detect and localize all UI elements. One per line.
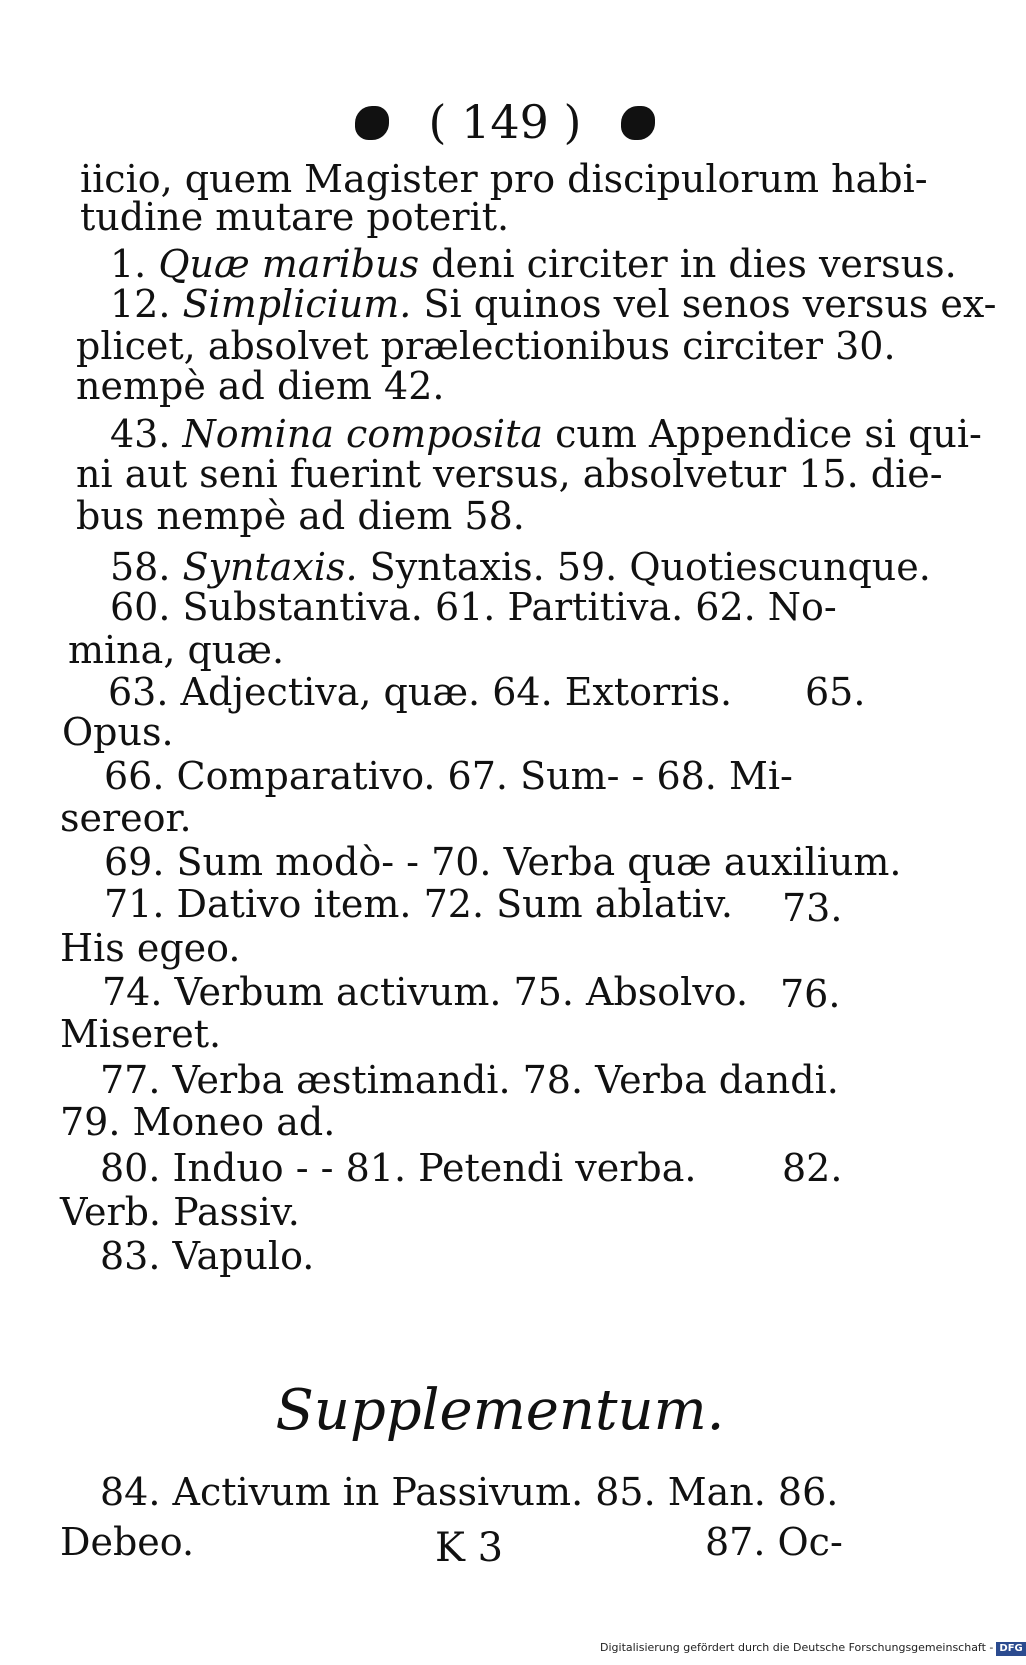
text-line: His egeo.: [60, 926, 241, 970]
section-title: Simplicium.: [182, 282, 412, 326]
text-line: plicet, absolvet prælectionibus circiter 30.: [76, 324, 896, 368]
item-number: 1.: [110, 242, 159, 286]
text-line: 66. Comparativo. 67. Sum- - 68. Mi-: [104, 754, 793, 798]
item-number: 43.: [110, 412, 183, 456]
text-line: [110, 545, 931, 589]
text-line: tudine mutare poterit.: [80, 195, 510, 239]
catchword: 87. Oc-: [705, 1520, 843, 1564]
text-line: [110, 282, 997, 326]
line-end-number: 73.: [782, 886, 843, 930]
text-line: [110, 242, 957, 286]
text-line: iicio, quem Magister pro discipulorum habi-: [80, 157, 928, 201]
text-line: 63. Adjectiva, quæ. 64. Extorris.: [108, 670, 733, 714]
supplement-heading: Supplementum.: [275, 1378, 725, 1443]
text-line: ni aut seni fuerint versus, absolvetur 15. die-: [76, 452, 943, 496]
item-text: cum Appendice si qui-: [543, 412, 982, 456]
signature-mark: K 3: [435, 1525, 504, 1571]
text-line: 84. Activum in Passivum. 85. Man. 86.: [100, 1470, 839, 1514]
text-line: 77. Verba æstimandi. 78. Verba dandi.: [100, 1058, 839, 1102]
text-line: 71. Dativo item. 72. Sum ablativ.: [104, 882, 733, 926]
digitization-footer: [600, 1640, 1026, 1656]
text-line: 83. Vapulo.: [100, 1234, 315, 1278]
line-end-number: 76.: [780, 972, 841, 1016]
item-number: 12.: [110, 282, 183, 326]
text-line: 80. Induo - - 81. Petendi verba.: [100, 1146, 697, 1190]
text-line: Verb. Passiv.: [60, 1190, 300, 1234]
dfg-logo-icon: DFG: [996, 1642, 1025, 1656]
line-end-number: 82.: [782, 1146, 843, 1190]
page-header: [355, 92, 655, 152]
text-line: Opus.: [62, 710, 174, 754]
text-line: Debeo.: [60, 1520, 195, 1564]
page-number-value: 149: [461, 95, 549, 149]
text-line: 69. Sum modò- - 70. Verba quæ auxilium.: [104, 840, 902, 884]
item-text: deni circiter in dies versus.: [419, 242, 957, 286]
text-line: sereor.: [60, 796, 192, 840]
text-line: mina, quæ.: [68, 628, 285, 672]
text-line: 74. Verbum activum. 75. Absolvo.: [102, 970, 749, 1014]
section-title: Quæ maribus: [158, 242, 420, 286]
text-line: [110, 412, 982, 456]
text-line: 79. Moneo ad.: [60, 1100, 336, 1144]
text-line: Miseret.: [60, 1012, 222, 1056]
text-line: nempè ad diem 42.: [76, 364, 445, 408]
footer-text: Digitalisierung gefördert durch die Deutsche Forschungsgemeinschaft -: [600, 1641, 994, 1654]
right-ornament-icon: [621, 106, 655, 140]
page-number: ( 149 ): [428, 95, 582, 149]
section-title: Syntaxis.: [182, 545, 358, 589]
text-line: 60. Substantiva. 61. Partitiva. 62. No-: [110, 585, 837, 629]
item-text: Syntaxis. 59. Quotiescunque.: [357, 545, 931, 589]
item-number: 58.: [110, 545, 183, 589]
text-line: bus nempè ad diem 58.: [76, 494, 525, 538]
item-text: Si quinos vel senos versus ex-: [411, 282, 997, 326]
section-title: Nomina composita: [182, 412, 544, 456]
line-end-number: 65.: [805, 670, 866, 714]
